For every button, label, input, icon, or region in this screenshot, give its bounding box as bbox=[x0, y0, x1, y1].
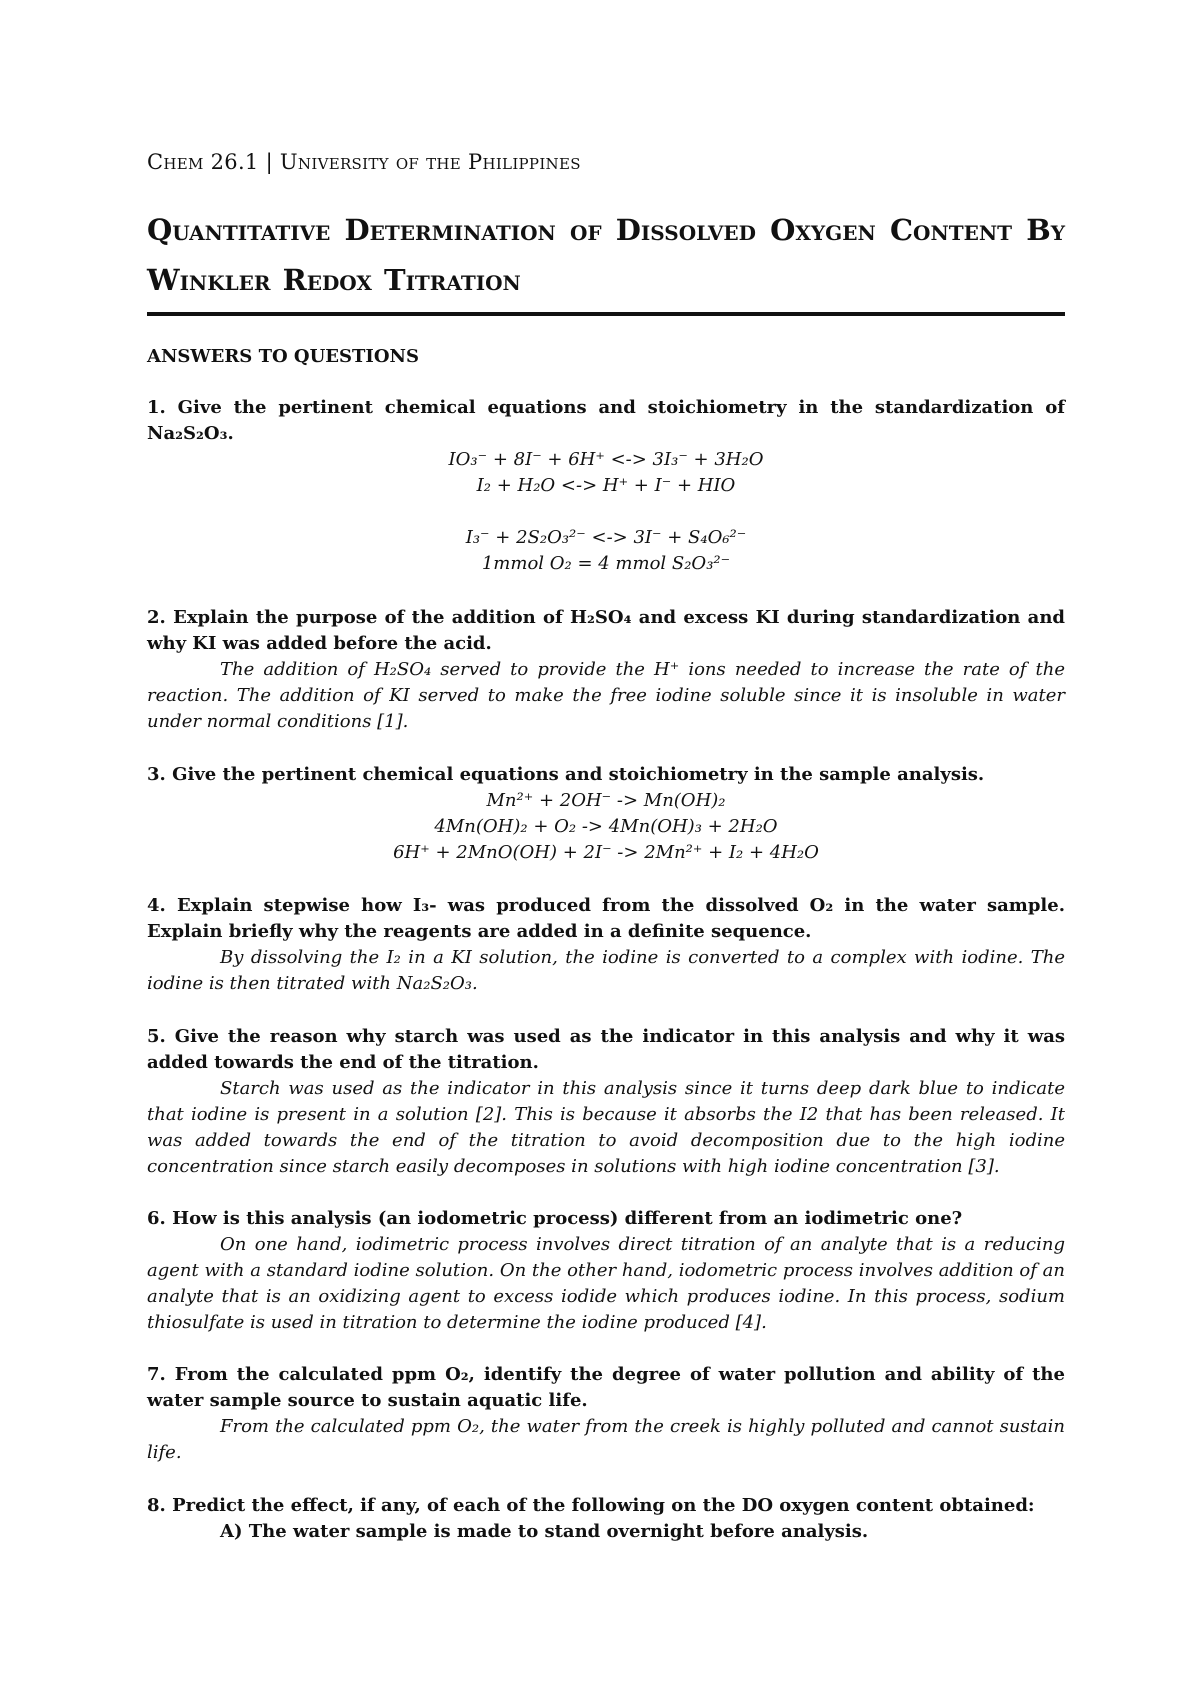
equation: I₂ + H₂O <-> H⁺ + I⁻ + HIO bbox=[476, 475, 736, 496]
question-2-text bbox=[147, 605, 1065, 657]
question-5-text bbox=[147, 1024, 1065, 1076]
title-divider bbox=[147, 312, 1065, 316]
question-8-prompt: Predict the effect, if any, of each of the following on the DO oxygen content obtained: bbox=[172, 1495, 1035, 1516]
question-7-text bbox=[147, 1362, 1065, 1414]
question-3-number: 3. bbox=[147, 764, 166, 785]
question-6-text bbox=[147, 1206, 1065, 1232]
question-1-text bbox=[147, 395, 1065, 447]
equation: Mn²⁺ + 2OH⁻ -> Mn(OH)₂ bbox=[486, 790, 726, 811]
question-8-text bbox=[147, 1493, 1065, 1519]
question-4-text bbox=[147, 893, 1065, 945]
question-5 bbox=[147, 1024, 1065, 1180]
section-heading: ANSWERS TO QUESTIONS bbox=[147, 346, 419, 367]
question-2-prompt: Explain the purpose of the addition of H₂SO₄ and excess KI during standardization and why KI was added before the acid. bbox=[147, 607, 1065, 654]
question-2-number: 2. bbox=[147, 607, 166, 628]
question-7 bbox=[147, 1362, 1065, 1466]
answer-6: On one hand, iodimetric process involves direct titration of an analyte that is a reducing agent with a standard iodine solution. On the other hand, iodometric process involves addition of an analyte that is an oxidizing agent to excess iodide which produces iodine. In this process, sodium thiosulfate is used in titration to determine the iodine produced [4]. bbox=[147, 1234, 1065, 1333]
question-8 bbox=[147, 1493, 1065, 1545]
question-7-prompt: From the calculated ppm O₂, identify the degree of water pollution and ability of the water sample source to sustain aquatic life. bbox=[147, 1364, 1065, 1411]
course-header: Chem 26.1 | University of the Philippines bbox=[147, 150, 581, 174]
sub-question-a bbox=[147, 1519, 1065, 1545]
question-3-text bbox=[147, 762, 1065, 788]
question-5-prompt: Give the reason why starch was used as the indicator in this analysis and why it was added towards the end of the titration. bbox=[147, 1026, 1065, 1073]
question-8-number: 8. bbox=[147, 1495, 166, 1516]
question-5-number: 5. bbox=[147, 1026, 166, 1047]
answer-4: By dissolving the I₂ in a KI solution, the iodine is converted to a complex with iodine. The iodine is then titrated with Na₂S₂O₃. bbox=[147, 947, 1065, 994]
question-2 bbox=[147, 605, 1065, 735]
sub-question-text: The water sample is made to stand overnight before analysis. bbox=[248, 1521, 869, 1542]
question-1 bbox=[147, 395, 1065, 577]
equation-spacer bbox=[147, 499, 1065, 525]
equation: I₃⁻ + 2S₂O₃²⁻ <-> 3I⁻ + S₄O₆²⁻ bbox=[465, 527, 747, 548]
answer-2: The addition of H₂SO₄ served to provide the H⁺ ions needed to increase the rate of the reaction. The addition of KI served to make the free iodine soluble since it is insoluble in water under normal conditions [1]. bbox=[147, 659, 1065, 732]
answer-7: From the calculated ppm O₂, the water from the creek is highly polluted and cannot sustain life. bbox=[147, 1416, 1065, 1463]
question-7-number: 7. bbox=[147, 1364, 166, 1385]
question-6-prompt: How is this analysis (an iodometric process) different from an iodimetric one? bbox=[172, 1208, 963, 1229]
question-4-prompt: Explain stepwise how I₃- was produced from the dissolved O₂ in the water sample. Explain briefly why the reagents are added in a definite sequence. bbox=[147, 895, 1065, 942]
equation: 6H⁺ + 2MnO(OH) + 2I⁻ -> 2Mn²⁺ + I₂ + 4H₂O bbox=[393, 842, 819, 863]
answer-5: Starch was used as the indicator in this analysis since it turns deep dark blue to indicate that iodine is present in a solution [2]. This is because it absorbs the I2 that has been released. It was added towards the end of the titration to avoid decomposition due to the high iodine concentration since starch easily decomposes in solutions with high iodine concentration [3]. bbox=[147, 1078, 1065, 1177]
sub-question-label: A) bbox=[220, 1521, 243, 1542]
question-6-number: 6. bbox=[147, 1208, 166, 1229]
question-4-number: 4. bbox=[147, 895, 166, 916]
question-1-prompt: Give the pertinent chemical equations and stoichiometry in the standardization of Na₂S₂O₃. bbox=[147, 397, 1065, 444]
question-3-prompt: Give the pertinent chemical equations and stoichiometry in the sample analysis. bbox=[172, 764, 985, 785]
question-4 bbox=[147, 893, 1065, 997]
question-3 bbox=[147, 762, 1065, 866]
question-1-number: 1. bbox=[147, 397, 166, 418]
question-6 bbox=[147, 1206, 1065, 1336]
document-title: Quantitative Determination of Dissolved Oxygen Content By Winkler Redox Titration bbox=[147, 213, 1065, 297]
equation: IO₃⁻ + 8I⁻ + 6H⁺ <-> 3I₃⁻ + 3H₂O bbox=[448, 449, 764, 470]
equation: 1mmol O₂ = 4 mmol S₂O₃²⁻ bbox=[481, 553, 731, 574]
equation: 4Mn(OH)₂ + O₂ -> 4Mn(OH)₃ + 2H₂O bbox=[434, 816, 778, 837]
